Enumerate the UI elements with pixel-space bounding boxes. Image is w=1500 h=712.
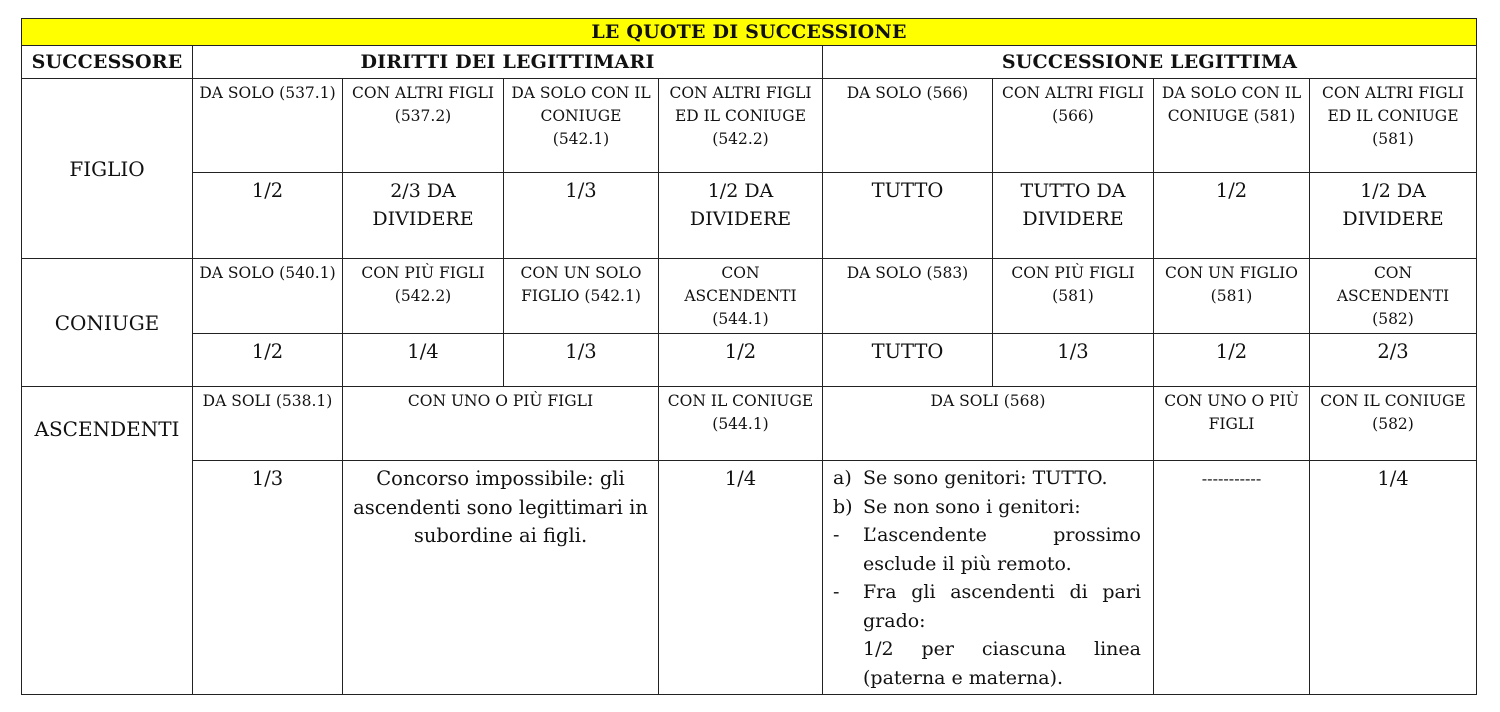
figlio-value-7: 1/2 (1154, 173, 1310, 259)
header-diritti-legittimari: DIRITTI DEI LEGITTIMARI (193, 46, 823, 79)
header-successione-legittima: SUCCESSIONE LEGITTIMA (823, 46, 1477, 79)
ascendenti-label-4: DA SOLI (568) (823, 387, 1154, 461)
figlio-label-1: DA SOLO (537.1) (193, 79, 343, 173)
note-item-dash-2 (833, 578, 1141, 635)
figlio-value-6: TUTTO DA DIVIDERE (993, 173, 1154, 259)
coniuge-value-3: 1/3 (504, 334, 659, 387)
figlio-label-7: DA SOLO CON IL CONIUGE (581) (1154, 79, 1310, 173)
figlio-value-8: 1/2 DA DIVIDERE (1310, 173, 1477, 259)
note-text-dash-2-cont: 1/2 per ciascuna linea (paterna e materna). (863, 638, 1141, 689)
ascendenti-label-2: CON UNO O PIÙ FIGLI (343, 387, 659, 461)
note-text-dash-1: L’ascendente prossimo esclude il più remoto. (863, 524, 1141, 575)
figlio-value-3: 1/3 (504, 173, 659, 259)
coniuge-label-4: CON ASCENDENTI (544.1) (659, 259, 823, 334)
ascendenti-label-3: CON IL CONIUGE (544.1) (659, 387, 823, 461)
figlio-label-6: CON ALTRI FIGLI (566) (993, 79, 1154, 173)
row-label-coniuge: CONIUGE (22, 259, 193, 387)
ascendenti-value-3: 1/4 (659, 461, 823, 695)
figlio-label-2: CON ALTRI FIGLI (537.2) (343, 79, 504, 173)
coniuge-value-1: 1/2 (193, 334, 343, 387)
ascendenti-value-6: 1/4 (1310, 461, 1477, 695)
note-text-dash-2: Fra gli ascendenti di pari grado: (863, 581, 1141, 632)
note-marker-dash-1: - (833, 524, 840, 546)
ascendenti-value-2: Concorso impossibile: gli ascendenti sono legittimari in subordine ai figli. (343, 461, 659, 695)
succession-quotas-table (21, 18, 1477, 695)
figlio-value-5: TUTTO (823, 173, 993, 259)
ascendenti-note (823, 461, 1154, 695)
ascendenti-name: ASCENDENTI (34, 417, 180, 441)
coniuge-label-8: CON ASCENDENTI (582) (1310, 259, 1477, 334)
figlio-label-4: CON ALTRI FIGLI ED IL CONIUGE (542.2) (659, 79, 823, 173)
coniuge-value-4: 1/2 (659, 334, 823, 387)
coniuge-label-6: CON PIÙ FIGLI (581) (993, 259, 1154, 334)
ascendenti-label-1: DA SOLI (538.1) (193, 387, 343, 461)
coniuge-label-7: CON UN FIGLIO (581) (1154, 259, 1310, 334)
figlio-value-4: 1/2 DA DIVIDERE (659, 173, 823, 259)
figlio-label-8: CON ALTRI FIGLI ED IL CONIUGE (581) (1310, 79, 1477, 173)
note-text-a: Se sono genitori: TUTTO. (863, 467, 1108, 489)
figlio-label-3: DA SOLO CON IL CONIUGE (542.1) (504, 79, 659, 173)
coniuge-value-6: 1/3 (993, 334, 1154, 387)
note-item-b (833, 493, 1141, 522)
ascendenti-label-5: CON UNO O PIÙ FIGLI (1154, 387, 1310, 461)
header-successore: SUCCESSORE (22, 46, 193, 79)
coniuge-label-3: CON UN SOLO FIGLIO (542.1) (504, 259, 659, 334)
ascendenti-value-1: 1/3 (193, 461, 343, 695)
ascendenti-value-5: ----------- (1154, 461, 1310, 695)
coniuge-label-5: DA SOLO (583) (823, 259, 993, 334)
coniuge-value-5: TUTTO (823, 334, 993, 387)
coniuge-value-7: 1/2 (1154, 334, 1310, 387)
coniuge-label-1: DA SOLO (540.1) (193, 259, 343, 334)
figlio-value-2: 2/3 DA DIVIDERE (343, 173, 504, 259)
coniuge-label-2: CON PIÙ FIGLI (542.2) (343, 259, 504, 334)
row-label-figlio: FIGLIO (22, 79, 193, 259)
figlio-value-1: 1/2 (193, 173, 343, 259)
figlio-label-5: DA SOLO (566) (823, 79, 993, 173)
note-marker-b: b) (833, 495, 853, 518)
note-item-dash-1 (833, 521, 1141, 578)
note-item-a (833, 464, 1141, 493)
note-marker-a: a) (833, 467, 852, 489)
ascendenti-label-6: CON IL CONIUGE (582) (1310, 387, 1477, 461)
coniuge-value-8: 2/3 (1310, 334, 1477, 387)
note-text-b: Se non sono i genitori: (863, 495, 1081, 518)
coniuge-value-2: 1/4 (343, 334, 504, 387)
note-marker-dash-2: - (833, 581, 840, 603)
table-title: LE QUOTE DI SUCCESSIONE (22, 19, 1477, 46)
row-label-ascendenti (22, 387, 193, 695)
